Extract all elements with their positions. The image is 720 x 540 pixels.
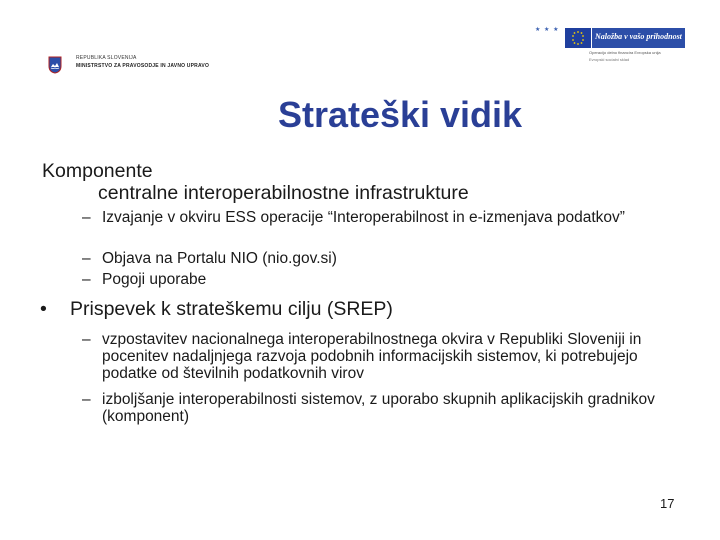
list-item-text: Pogoji uporabe [102, 271, 207, 288]
list-item-text: Objava na Portalu NIO (nio.gov.si) [102, 250, 337, 267]
eu-banner [592, 28, 685, 48]
dash-marker: – [82, 331, 91, 348]
eu-subtitle-2: Evropski socialni sklad [589, 57, 630, 62]
slide-title: Strateški vidik [277, 94, 523, 135]
list-item-text: vzpostavitev nacionalnega interoperabilnostnega okvira v Republiki Sloveniji in pocenitev nadaljnjega razvoja podobnih informacijskih sistemov, ki potrebujejo podatke od številnih podatkovnih virov [102, 331, 642, 382]
ministry-line2: MINISTRSTVO ZA PRAVOSODJE IN JAVNO UPRAVO [76, 63, 210, 69]
eu-logo [535, 20, 685, 70]
coat-of-arms-icon [48, 56, 62, 74]
dash-marker: – [82, 391, 91, 408]
eu-slogan: Naložba v vašo prihodnost [595, 32, 682, 41]
list-item-text: Izvajanje v okviru ESS operacije “Interoperabilnost in e-izmenjava podatkov” [102, 209, 625, 226]
list-item [82, 391, 682, 425]
dash-marker: – [82, 209, 91, 226]
list-item [82, 331, 642, 382]
bullet-components-line2: centralne interoperabilnostne infrastrukture [98, 182, 469, 204]
list-item [82, 209, 662, 226]
eu-flag-icon [565, 28, 591, 48]
eu-stars-decoration: ★ ★ ★ [535, 27, 560, 33]
ministry-logo [48, 54, 209, 74]
list-item [82, 271, 206, 288]
eu-subtitle-1: Operacijo delno financira Evropska unija [589, 50, 661, 55]
bullet-components-line1: Komponente [42, 160, 153, 182]
list-item [82, 250, 337, 267]
dash-marker: – [82, 250, 91, 267]
bullet-components [42, 160, 469, 204]
list-item-text: izboljšanje interoperabilnosti sistemov, z uporabo skupnih aplikacijskih gradnikov (komponent) [102, 391, 655, 425]
dash-marker: – [82, 271, 91, 288]
ministry-line1: REPUBLIKA SLOVENIJA [76, 55, 137, 61]
page-number: 17 [660, 496, 675, 511]
bullet-marker: • [40, 298, 47, 320]
bullet-srep [40, 297, 393, 321]
bullet-srep-text: Prispevek k strateškemu cilju (SREP) [70, 298, 393, 320]
